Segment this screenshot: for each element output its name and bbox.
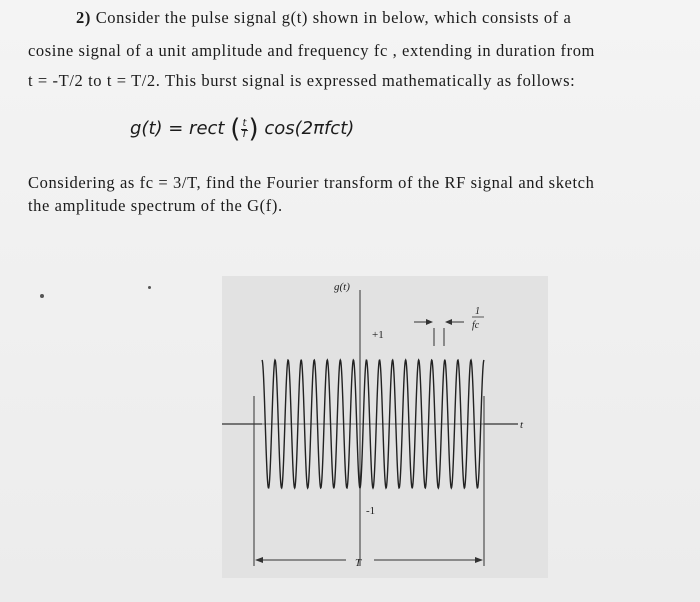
period-arrowhead-left	[426, 319, 433, 325]
burst-signal-figure	[222, 276, 548, 578]
formula-rhs: cos(2πfct)	[264, 118, 355, 139]
burst-signal-plot	[222, 276, 548, 578]
rect-cos-formula: g(t) = rect ( $\frac{t}{T}$ ) cos(2πfct)	[130, 114, 355, 144]
plus-one-label: +1	[372, 329, 384, 341]
formula-fraction: $\frac{t}{T}$	[241, 117, 248, 140]
question-text-1: Consider the pulse signal g(t) shown in below, which consists of a	[95, 8, 572, 27]
duration-arrowhead-right	[475, 557, 483, 563]
question-line-2: cosine signal of a unit amplitude and frequency fc , extending in duration from	[28, 41, 595, 60]
duration-arrowhead-left	[255, 557, 263, 563]
period-label-denominator: fc	[472, 320, 480, 331]
period-arrowhead-right	[445, 319, 452, 325]
duration-label: T	[355, 557, 362, 569]
question-line-5: the amplitude spectrum of the G(f).	[28, 196, 283, 215]
question-line-1	[76, 8, 571, 28]
question-line-4: Considering as fc = 3/T, find the Fourier transform of the RF signal and sketch	[28, 173, 595, 192]
y-axis-label: g(t)	[334, 281, 350, 293]
period-label-numerator: 1	[475, 306, 480, 317]
question-line-3: t = -T/2 to t = T/2. This burst signal is expressed mathematically as follows:	[28, 71, 576, 90]
formula-lhs: g(t) = rect	[130, 118, 225, 139]
stray-mark	[40, 294, 44, 298]
question-number: 2)	[76, 8, 91, 27]
minus-one-label: -1	[366, 505, 376, 517]
stray-mark	[148, 286, 151, 289]
x-axis-label: t	[520, 419, 524, 431]
